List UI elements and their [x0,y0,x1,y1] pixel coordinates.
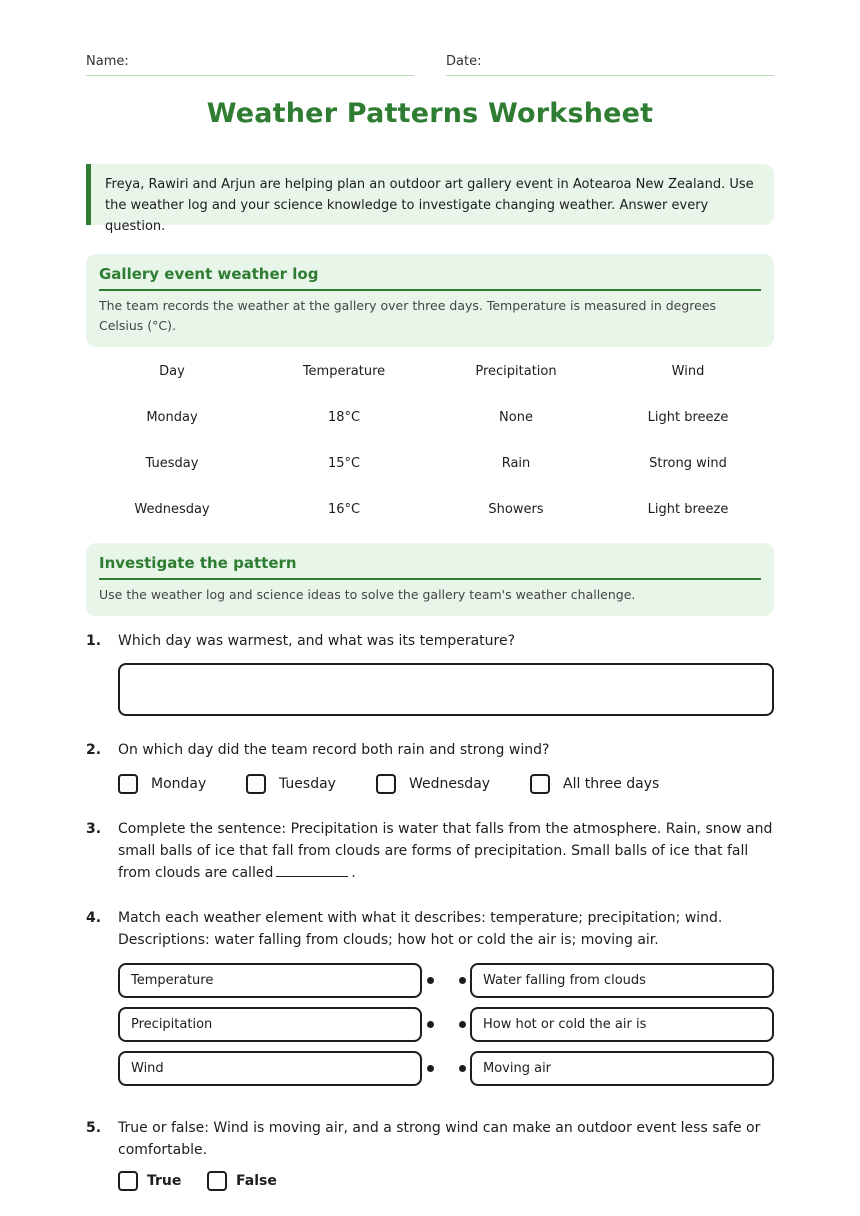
investigate-heading: Investigate the pattern [99,543,761,580]
table-cell: Strong wind [649,455,727,471]
option-label: Monday [151,776,207,792]
question-number: 4. [86,910,102,926]
q2-option-tuesday[interactable] [246,774,336,794]
option-label: Wednesday [409,776,491,792]
checkbox[interactable] [376,774,396,794]
q5-option-false[interactable] [207,1171,277,1191]
table-header-cell: Day [159,363,185,379]
option-label: False [236,1173,277,1189]
table-header-cell: Wind [671,363,705,379]
match-left-dot[interactable] [427,1021,434,1028]
option-label: All three days [563,776,660,792]
weather-log-section [86,254,774,347]
question-text: True or false: Wind is moving air, and a strong wind can make an outdoor event less safe or comfortable. [118,1120,761,1158]
table-cell: Monday [146,409,198,425]
table-cell: 18°C [327,409,361,425]
table-cell: 16°C [327,501,361,517]
option-label: Tuesday [279,776,336,792]
table-cell: Light breeze [647,501,729,517]
question-text: Match each weather element with what it describes: temperature; precipitation; wind. Descriptions: water falling from clouds; how hot or cold the air is; moving air. [118,910,723,948]
name-date-row [86,54,774,76]
match-left-dot[interactable] [427,1065,434,1072]
weather-log-heading: Gallery event weather log [99,254,761,291]
question-number: 3. [86,821,102,837]
match-left-wind[interactable]: Wind [118,1051,422,1086]
table-header-row [86,348,774,394]
match-right-dot[interactable] [459,1021,466,1028]
match-right-water-falling[interactable]: Water falling from clouds [470,963,774,998]
match-left-precipitation[interactable]: Precipitation [118,1007,422,1042]
question-number: 5. [86,1120,102,1136]
table-cell: Rain [501,455,531,471]
table-cell: None [499,409,533,425]
weather-log-description: The team records the weather at the gallery over three days. Temperature is measured in degrees Celsius (°C). [99,298,717,333]
question-text: On which day did the team record both rain and strong wind? [118,742,550,758]
name-label: Name: [86,54,129,69]
table-header-cell: Precipitation [475,363,557,379]
table-row [86,440,774,486]
table-cell: 15°C [327,455,361,471]
table-cell: Wednesday [134,501,210,517]
q2-option-monday[interactable] [118,774,206,794]
date-label: Date: [446,54,482,69]
match-left-temperature[interactable]: Temperature [118,963,422,998]
match-right-dot[interactable] [459,1065,466,1072]
option-label: True [147,1173,182,1189]
intro-callout: Freya, Rawiri and Arjun are helping plan an outdoor art gallery event in Aotearoa New Zealand. Use the weather log and your science knowledge to investigate changing weather. Answer every question. [86,164,774,225]
checkbox[interactable] [118,774,138,794]
table-cell: Light breeze [647,409,729,425]
question-text [118,819,774,885]
checkbox[interactable] [530,774,550,794]
match-right-moving-air[interactable]: Moving air [470,1051,774,1086]
question-number: 2. [86,742,102,758]
table-header-cell: Temperature [302,363,386,379]
fill-in-blank[interactable] [276,862,348,877]
q2-option-all-three-days[interactable] [530,774,659,794]
question-number: 1. [86,633,102,649]
page-title: Weather Patterns Worksheet [206,98,654,129]
investigate-description: Use the weather log and science ideas to solve the gallery team's weather challenge. [99,587,636,602]
question-text-after: . [351,865,356,881]
table-cell: Tuesday [145,455,199,471]
date-field[interactable] [446,54,774,76]
match-right-hot-or-cold[interactable]: How hot or cold the air is [470,1007,774,1042]
investigate-section [86,543,774,616]
q1-answer-box[interactable] [118,663,774,716]
question-text-before: Complete the sentence: Precipitation is water that falls from the atmosphere. Rain, snow and small balls of ice that fall from clouds are forms of precipitation. Small balls of ice that fall from clouds are called [118,821,773,881]
table-cell: Showers [488,501,544,517]
q5-option-true[interactable] [118,1171,181,1191]
checkbox[interactable] [207,1171,227,1191]
table-row [86,394,774,440]
q2-option-wednesday[interactable] [376,774,490,794]
name-field[interactable] [86,54,414,76]
match-right-dot[interactable] [459,977,466,984]
checkbox[interactable] [246,774,266,794]
table-row [86,486,774,532]
match-left-dot[interactable] [427,977,434,984]
question-text: Which day was warmest, and what was its temperature? [118,633,516,649]
weather-table [86,348,774,532]
checkbox[interactable] [118,1171,138,1191]
